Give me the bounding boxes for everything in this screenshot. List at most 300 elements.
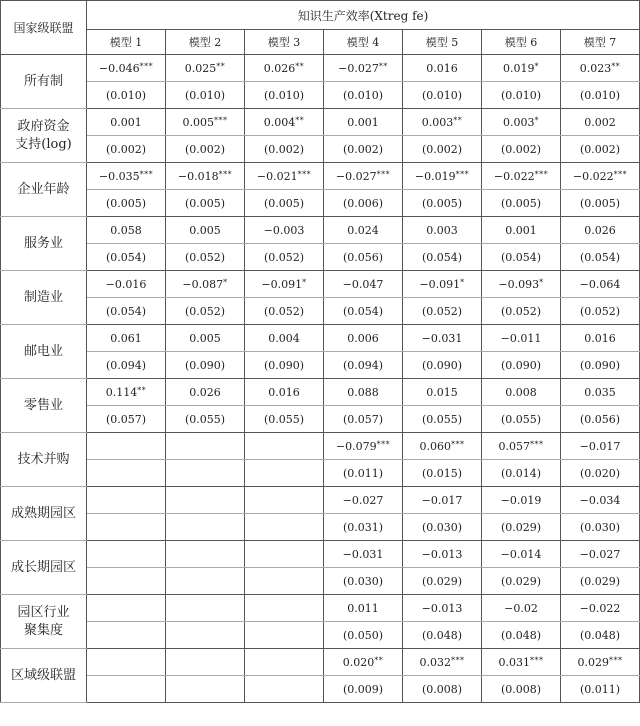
coefficient-value: 0.026 [189, 385, 221, 399]
coefficient-cell [87, 271, 166, 298]
coefficient-cell [561, 595, 640, 622]
coefficient-value: 0.003 [503, 115, 535, 129]
significance-stars: ** [295, 115, 305, 125]
variable-label-line: 政府资金 [17, 118, 70, 134]
coefficient-value: 0.001 [347, 115, 379, 129]
coefficient-cell [403, 541, 482, 568]
significance-stars: ** [137, 385, 147, 395]
standard-error-cell: (0.031) [324, 514, 403, 541]
coefficient-cell [482, 595, 561, 622]
coefficient-cell [324, 217, 403, 244]
coefficient-cell [166, 433, 245, 460]
coefficient-row [1, 163, 640, 190]
standard-error-cell: (0.055) [403, 406, 482, 433]
coefficient-cell [87, 325, 166, 352]
variable-label [1, 163, 87, 217]
coefficient-value: 0.025 [184, 61, 217, 75]
standard-error-cell: (0.010) [403, 82, 482, 109]
model-header: 模型 6 [482, 30, 561, 55]
coefficient-value: 0.005 [182, 115, 214, 129]
standard-error-cell: (0.029) [561, 568, 640, 595]
coefficient-cell [324, 325, 403, 352]
significance-stars: ** [611, 61, 621, 71]
significance-stars: * [534, 115, 539, 125]
standard-error-cell: (0.055) [166, 406, 245, 433]
coefficient-value: 0.004 [263, 115, 296, 129]
variable-label-line: 服务业 [23, 235, 63, 251]
standard-error-cell: (0.054) [403, 244, 482, 271]
coefficient-value: −0.047 [342, 277, 384, 291]
standard-error-cell: (0.020) [561, 460, 640, 487]
significance-stars: *** [530, 655, 544, 665]
standard-error-cell: (0.057) [87, 406, 166, 433]
significance-stars: *** [139, 169, 154, 179]
variable-label [1, 109, 87, 163]
coefficient-value: −0.046 [98, 61, 140, 75]
coefficient-cell [166, 109, 245, 136]
standard-error-cell: (0.030) [561, 514, 640, 541]
standard-error-row [1, 82, 640, 109]
standard-error-cell: (0.010) [166, 82, 245, 109]
coefficient-cell [87, 487, 166, 514]
variable-label-line: 制造业 [23, 289, 63, 305]
coefficient-value: −0.091 [261, 277, 303, 291]
standard-error-cell: (0.005) [482, 190, 561, 217]
standard-error-cell: (0.005) [561, 190, 640, 217]
variable-label [1, 595, 87, 649]
coefficient-cell [87, 379, 166, 406]
coefficient-value: 0.019 [503, 61, 535, 75]
coefficient-row [1, 217, 640, 244]
coefficient-cell [245, 433, 324, 460]
coefficient-value: −0.064 [579, 277, 621, 291]
standard-error-cell: (0.002) [87, 136, 166, 163]
coefficient-value: 0.003 [421, 115, 454, 129]
coefficient-cell [561, 271, 640, 298]
coefficient-cell [561, 541, 640, 568]
coefficient-cell [482, 271, 561, 298]
coefficient-cell [403, 217, 482, 244]
coefficient-cell [166, 325, 245, 352]
significance-stars: *** [530, 439, 544, 449]
significance-stars: *** [297, 169, 312, 179]
standard-error-cell: (0.054) [561, 244, 640, 271]
standard-error-cell [166, 676, 245, 703]
coefficient-row [1, 55, 640, 82]
coefficient-value: 0.001 [505, 223, 537, 237]
standard-error-cell: (0.011) [561, 676, 640, 703]
standard-error-cell: (0.030) [403, 514, 482, 541]
standard-error-cell: (0.029) [482, 568, 561, 595]
standard-error-cell: (0.010) [87, 82, 166, 109]
coefficient-row [1, 649, 640, 676]
coefficient-cell [482, 433, 561, 460]
coefficient-cell [403, 325, 482, 352]
standard-error-cell: (0.029) [403, 568, 482, 595]
dependent-variable-header: 知识生产效率(Xtreg fe) [87, 1, 640, 30]
standard-error-cell: (0.002) [403, 136, 482, 163]
coefficient-cell [403, 379, 482, 406]
standard-error-cell: (0.052) [166, 298, 245, 325]
standard-error-cell: (0.005) [403, 190, 482, 217]
coefficient-cell [482, 487, 561, 514]
model-header: 模型 5 [403, 30, 482, 55]
coefficient-cell [87, 217, 166, 244]
coefficient-cell [482, 217, 561, 244]
standard-error-cell: (0.005) [166, 190, 245, 217]
coefficient-value: 0.032 [419, 655, 451, 669]
coefficient-value: 0.057 [498, 439, 530, 453]
significance-stars: *** [376, 439, 391, 449]
standard-error-cell: (0.048) [482, 622, 561, 649]
coefficient-value: 0.016 [268, 385, 300, 399]
significance-stars: * [302, 277, 307, 287]
significance-stars: * [460, 277, 465, 287]
standard-error-cell: (0.052) [482, 298, 561, 325]
corner-header: 国家级联盟 [1, 1, 87, 55]
coefficient-cell [166, 379, 245, 406]
standard-error-cell: (0.010) [482, 82, 561, 109]
standard-error-cell [87, 568, 166, 595]
variable-label [1, 541, 87, 595]
coefficient-value: −0.016 [105, 277, 147, 291]
standard-error-cell: (0.048) [403, 622, 482, 649]
coefficient-value: −0.034 [579, 493, 621, 507]
standard-error-cell: (0.010) [561, 82, 640, 109]
coefficient-value: 0.026 [263, 61, 296, 75]
coefficient-value: 0.016 [584, 331, 616, 345]
coefficient-cell [166, 271, 245, 298]
coefficient-value: −0.017 [579, 439, 621, 453]
coefficient-row [1, 487, 640, 514]
variable-label-line: 成长期园区 [10, 559, 76, 575]
variable-label [1, 649, 87, 703]
coefficient-value: 0.031 [498, 655, 530, 669]
standard-error-cell: (0.054) [87, 244, 166, 271]
coefficient-cell [245, 541, 324, 568]
standard-error-cell: (0.052) [245, 244, 324, 271]
coefficient-cell [245, 55, 324, 82]
coefficient-cell [561, 325, 640, 352]
variable-label-line: 成熟期园区 [10, 505, 76, 521]
coefficient-cell [87, 433, 166, 460]
coefficient-cell [324, 271, 403, 298]
coefficient-cell [561, 649, 640, 676]
standard-error-row [1, 298, 640, 325]
coefficient-cell [561, 163, 640, 190]
coefficient-value: 0.008 [505, 385, 537, 399]
coefficient-value: 0.020 [342, 655, 375, 669]
standard-error-cell: (0.015) [403, 460, 482, 487]
coefficient-cell [482, 163, 561, 190]
standard-error-cell [245, 622, 324, 649]
variable-label-line: 所有制 [23, 73, 63, 89]
coefficient-value: 0.002 [584, 115, 616, 129]
standard-error-row [1, 352, 640, 379]
coefficient-value: −0.019 [414, 169, 456, 183]
standard-error-cell: (0.048) [561, 622, 640, 649]
coefficient-cell [87, 649, 166, 676]
coefficient-value: 0.058 [110, 223, 142, 237]
coefficient-value: −0.022 [493, 169, 535, 183]
standard-error-cell: (0.055) [245, 406, 324, 433]
coefficient-cell [166, 487, 245, 514]
standard-error-cell [245, 676, 324, 703]
standard-error-cell: (0.010) [324, 82, 403, 109]
standard-error-cell: (0.052) [166, 244, 245, 271]
model-header: 模型 4 [324, 30, 403, 55]
significance-stars: *** [139, 61, 154, 71]
variable-label-line: 邮电业 [23, 343, 63, 359]
coefficient-cell [561, 217, 640, 244]
coefficient-cell [403, 271, 482, 298]
coefficient-cell [166, 541, 245, 568]
standard-error-cell: (0.029) [482, 514, 561, 541]
coefficient-cell [245, 649, 324, 676]
significance-stars: ** [374, 655, 384, 665]
coefficient-value: −0.017 [421, 493, 463, 507]
standard-error-cell: (0.006) [324, 190, 403, 217]
standard-error-cell: (0.054) [324, 298, 403, 325]
standard-error-cell: (0.052) [403, 298, 482, 325]
coefficient-value: −0.027 [335, 169, 377, 183]
significance-stars: *** [218, 169, 233, 179]
standard-error-cell: (0.005) [87, 190, 166, 217]
coefficient-value: −0.003 [263, 223, 305, 237]
coefficient-cell [403, 595, 482, 622]
coefficient-cell [166, 649, 245, 676]
standard-error-cell: (0.056) [561, 406, 640, 433]
coefficient-value: −0.091 [419, 277, 461, 291]
standard-error-cell: (0.054) [87, 298, 166, 325]
coefficient-cell [166, 217, 245, 244]
coefficient-cell [482, 541, 561, 568]
coefficient-value: 0.024 [347, 223, 379, 237]
coefficient-value: 0.026 [584, 223, 616, 237]
coefficient-cell [87, 595, 166, 622]
standard-error-row [1, 514, 640, 541]
coefficient-cell [324, 55, 403, 82]
coefficient-cell [482, 55, 561, 82]
variable-label [1, 433, 87, 487]
coefficient-cell [324, 109, 403, 136]
coefficient-cell [561, 487, 640, 514]
standard-error-cell: (0.002) [324, 136, 403, 163]
standard-error-cell: (0.090) [166, 352, 245, 379]
variable-label-line: 区域级联盟 [10, 667, 76, 683]
standard-error-cell [166, 460, 245, 487]
coefficient-value: 0.114 [105, 385, 138, 399]
coefficient-value: 0.005 [189, 331, 221, 345]
coefficient-value: 0.015 [426, 385, 458, 399]
coefficient-cell [245, 487, 324, 514]
standard-error-cell [166, 622, 245, 649]
coefficient-value: −0.019 [500, 493, 542, 507]
coefficient-cell [324, 649, 403, 676]
coefficient-cell [561, 433, 640, 460]
variable-label-line: 聚集度 [23, 622, 63, 638]
significance-stars: ** [378, 61, 388, 71]
standard-error-row [1, 244, 640, 271]
coefficient-row [1, 595, 640, 622]
coefficient-value: −0.02 [504, 601, 538, 615]
significance-stars: *** [609, 655, 623, 665]
coefficient-cell [403, 487, 482, 514]
standard-error-cell: (0.052) [245, 298, 324, 325]
significance-stars: * [223, 277, 228, 287]
coefficient-cell [403, 55, 482, 82]
significance-stars: ** [453, 115, 463, 125]
significance-stars: *** [613, 169, 628, 179]
coefficient-value: 0.006 [347, 331, 379, 345]
variable-label-line: 零售业 [23, 397, 63, 413]
standard-error-cell: (0.052) [561, 298, 640, 325]
coefficient-cell [87, 109, 166, 136]
coefficient-row [1, 433, 640, 460]
coefficient-cell [324, 487, 403, 514]
significance-stars: *** [451, 439, 465, 449]
coefficient-cell [166, 163, 245, 190]
coefficient-value: −0.027 [338, 61, 379, 75]
coefficient-row [1, 379, 640, 406]
standard-error-row [1, 136, 640, 163]
standard-error-row [1, 676, 640, 703]
coefficient-cell [166, 595, 245, 622]
standard-error-cell: (0.002) [482, 136, 561, 163]
standard-error-row [1, 190, 640, 217]
coefficient-value: −0.014 [500, 547, 542, 561]
standard-error-cell: (0.090) [482, 352, 561, 379]
standard-error-cell: (0.002) [245, 136, 324, 163]
variable-label [1, 217, 87, 271]
coefficient-value: −0.022 [579, 601, 621, 615]
standard-error-cell: (0.030) [324, 568, 403, 595]
standard-error-cell: (0.002) [561, 136, 640, 163]
coefficient-value: −0.021 [256, 169, 298, 183]
coefficient-cell [87, 163, 166, 190]
significance-stars: ** [216, 61, 226, 71]
coefficient-value: 0.016 [426, 61, 458, 75]
standard-error-cell [166, 568, 245, 595]
standard-error-cell [87, 622, 166, 649]
coefficient-value: −0.031 [342, 547, 384, 561]
significance-stars: *** [214, 115, 228, 125]
standard-error-cell: (0.090) [403, 352, 482, 379]
coefficient-cell [87, 55, 166, 82]
variable-label [1, 55, 87, 109]
standard-error-cell: (0.008) [403, 676, 482, 703]
coefficient-value: −0.079 [335, 439, 377, 453]
standard-error-cell: (0.005) [245, 190, 324, 217]
significance-stars: * [534, 61, 539, 71]
coefficient-value: −0.013 [421, 601, 463, 615]
coefficient-value: 0.011 [347, 601, 379, 615]
standard-error-cell [87, 514, 166, 541]
coefficient-cell [245, 271, 324, 298]
coefficient-value: −0.011 [500, 331, 542, 345]
standard-error-cell: (0.055) [482, 406, 561, 433]
variable-label-line: 企业年龄 [17, 181, 70, 197]
standard-error-cell: (0.056) [324, 244, 403, 271]
coefficient-cell [324, 163, 403, 190]
variable-label [1, 487, 87, 541]
coefficient-cell [403, 649, 482, 676]
standard-error-cell: (0.057) [324, 406, 403, 433]
model-header: 模型 2 [166, 30, 245, 55]
coefficient-cell [324, 541, 403, 568]
standard-error-cell [166, 514, 245, 541]
coefficient-value: 0.004 [268, 331, 300, 345]
coefficient-value: −0.018 [177, 169, 219, 183]
coefficient-value: 0.005 [189, 223, 221, 237]
coefficient-value: 0.088 [347, 385, 379, 399]
coefficient-cell [245, 217, 324, 244]
standard-error-cell: (0.050) [324, 622, 403, 649]
standard-error-row [1, 622, 640, 649]
standard-error-cell: (0.054) [482, 244, 561, 271]
model-header: 模型 1 [87, 30, 166, 55]
coefficient-cell [482, 379, 561, 406]
standard-error-row [1, 460, 640, 487]
variable-label-line: 技术并购 [17, 451, 70, 467]
coefficient-cell [245, 379, 324, 406]
coefficient-cell [245, 325, 324, 352]
standard-error-row [1, 406, 640, 433]
significance-stars: * [539, 277, 544, 287]
coefficient-cell [561, 109, 640, 136]
significance-stars: *** [451, 655, 465, 665]
significance-stars: *** [534, 169, 549, 179]
coefficient-value: −0.022 [572, 169, 614, 183]
coefficient-cell [166, 55, 245, 82]
standard-error-cell [87, 460, 166, 487]
variable-label [1, 325, 87, 379]
coefficient-value: −0.035 [98, 169, 140, 183]
standard-error-row [1, 568, 640, 595]
standard-error-cell: (0.008) [482, 676, 561, 703]
coefficient-row [1, 541, 640, 568]
significance-stars: ** [295, 61, 305, 71]
standard-error-cell: (0.002) [166, 136, 245, 163]
standard-error-cell [245, 514, 324, 541]
standard-error-cell [245, 460, 324, 487]
variable-label-line: 支持(log) [15, 136, 72, 152]
variable-label [1, 271, 87, 325]
coefficient-cell [245, 595, 324, 622]
variable-label-line: 园区行业 [17, 604, 70, 620]
variable-label [1, 379, 87, 433]
coefficient-value: −0.027 [579, 547, 621, 561]
coefficient-value: 0.001 [110, 115, 142, 129]
coefficient-row [1, 325, 640, 352]
standard-error-cell: (0.094) [87, 352, 166, 379]
standard-error-cell: (0.090) [245, 352, 324, 379]
coefficient-value: 0.035 [584, 385, 616, 399]
coefficient-cell [245, 163, 324, 190]
coefficient-cell [324, 433, 403, 460]
coefficient-value: −0.093 [498, 277, 540, 291]
coefficient-value: 0.060 [419, 439, 451, 453]
coefficient-value: −0.031 [421, 331, 463, 345]
coefficient-cell [482, 325, 561, 352]
coefficient-value: −0.027 [342, 493, 384, 507]
coefficient-row [1, 271, 640, 298]
coefficient-cell [561, 55, 640, 82]
standard-error-cell: (0.010) [245, 82, 324, 109]
coefficient-cell [561, 379, 640, 406]
coefficient-cell [324, 379, 403, 406]
standard-error-cell: (0.094) [324, 352, 403, 379]
